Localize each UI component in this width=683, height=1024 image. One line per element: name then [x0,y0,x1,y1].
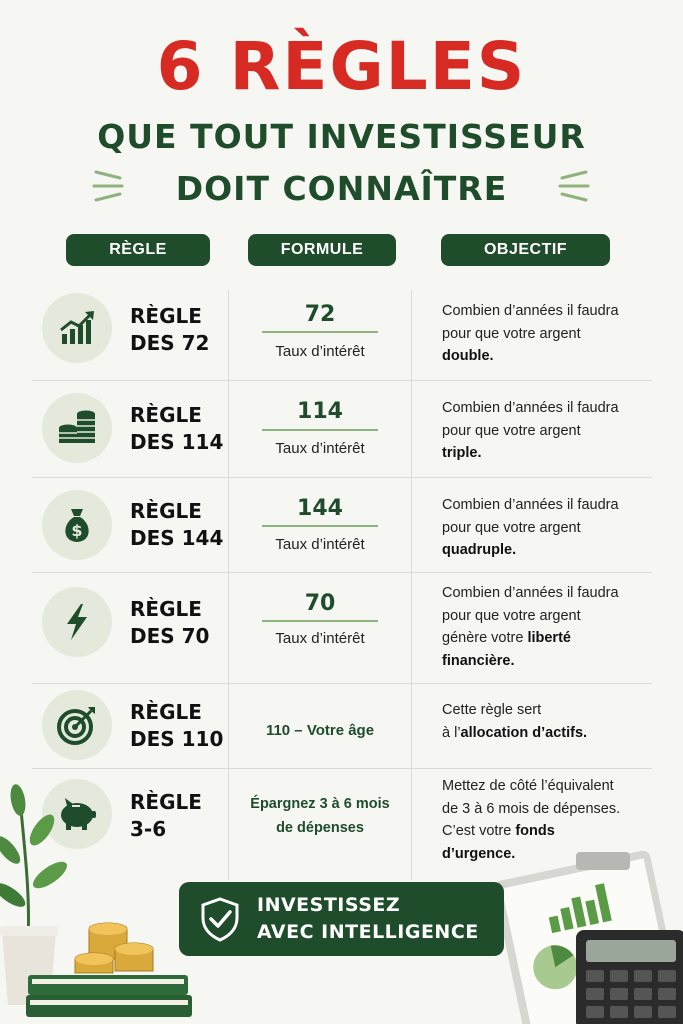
formula-denominator: Taux d’intérêt [275,630,365,647]
column-divider [228,290,229,880]
rule-objective: Combien d’années il faudra pour que votre argent triple. [442,400,619,461]
books-and-coins-illustration [26,915,196,1024]
row-divider [32,683,652,684]
lightning-icon [42,587,112,657]
row-divider [32,477,652,478]
shield-check-icon [199,896,241,942]
formula-denominator: Taux d’intérêt [275,440,365,457]
row-divider [32,380,652,381]
page-subtitle-line2: DOIT CONNAÎTRE [175,169,508,208]
fraction-bar [262,525,378,527]
svg-text:$: $ [71,521,83,540]
rule-objective: Combien d’années il faudra pour que votre argent quadruple. [442,497,619,558]
formula-numerator: 144 [297,496,343,521]
formula-numerator: 72 [304,302,336,327]
formula-numerator: 114 [297,399,343,424]
fraction-bar [262,620,378,622]
rule-name: RÈGLE DES 72 [130,304,210,355]
row-divider [32,572,652,573]
right-accent-lines-icon [552,168,592,208]
page-title: 6 RÈGLES [156,28,527,105]
formula-denominator: Taux d’intérêt [275,343,365,360]
column-divider [411,290,412,880]
rule-objective: Cette règle sert à l’allocation d’actifs. [442,702,588,741]
cta-banner [179,882,504,956]
growth-chart-icon [42,293,112,363]
rule-name: RÈGLE DES 144 [130,499,224,550]
cta-text: INVESTISSEZ AVEC INTELLIGENCE [257,894,479,943]
formula-text: Épargnez 3 à 6 mois de dépenses [250,796,390,836]
coin-stacks-icon [42,393,112,463]
clipboard-calculator-illustration [488,848,683,1024]
fraction-bar [262,429,378,431]
header-objective: OBJECTIF [441,234,610,266]
fraction-bar [262,331,378,333]
header-formula: FORMULE [248,234,396,266]
rule-objective: Combien d’années il faudra pour que votre argent génère votre liberté financière. [442,585,619,669]
rule-name: RÈGLE DES 70 [130,597,210,648]
rule-name: RÈGLE 3-6 [130,790,202,841]
target-icon [42,690,112,760]
formula-text: 110 – Votre âge [265,722,375,739]
rule-name: RÈGLE DES 114 [130,403,224,454]
header-rule: RÈGLE [66,234,210,266]
formula-numerator: 70 [304,591,336,616]
page-subtitle-line1: QUE TOUT INVESTISSEUR [97,117,586,156]
rule-name: RÈGLE DES 110 [130,700,224,751]
money-bag-icon [42,490,112,560]
left-accent-lines-icon [90,168,130,208]
rule-objective: Combien d’années il faudra pour que votre argent double. [442,303,619,364]
row-divider [32,768,652,769]
rule-objective: Mettez de côté l’équivalent de 3 à 6 mois de dépenses. C’est votre fonds d’urgence. [442,778,621,862]
formula-denominator: Taux d’intérêt [275,536,365,553]
